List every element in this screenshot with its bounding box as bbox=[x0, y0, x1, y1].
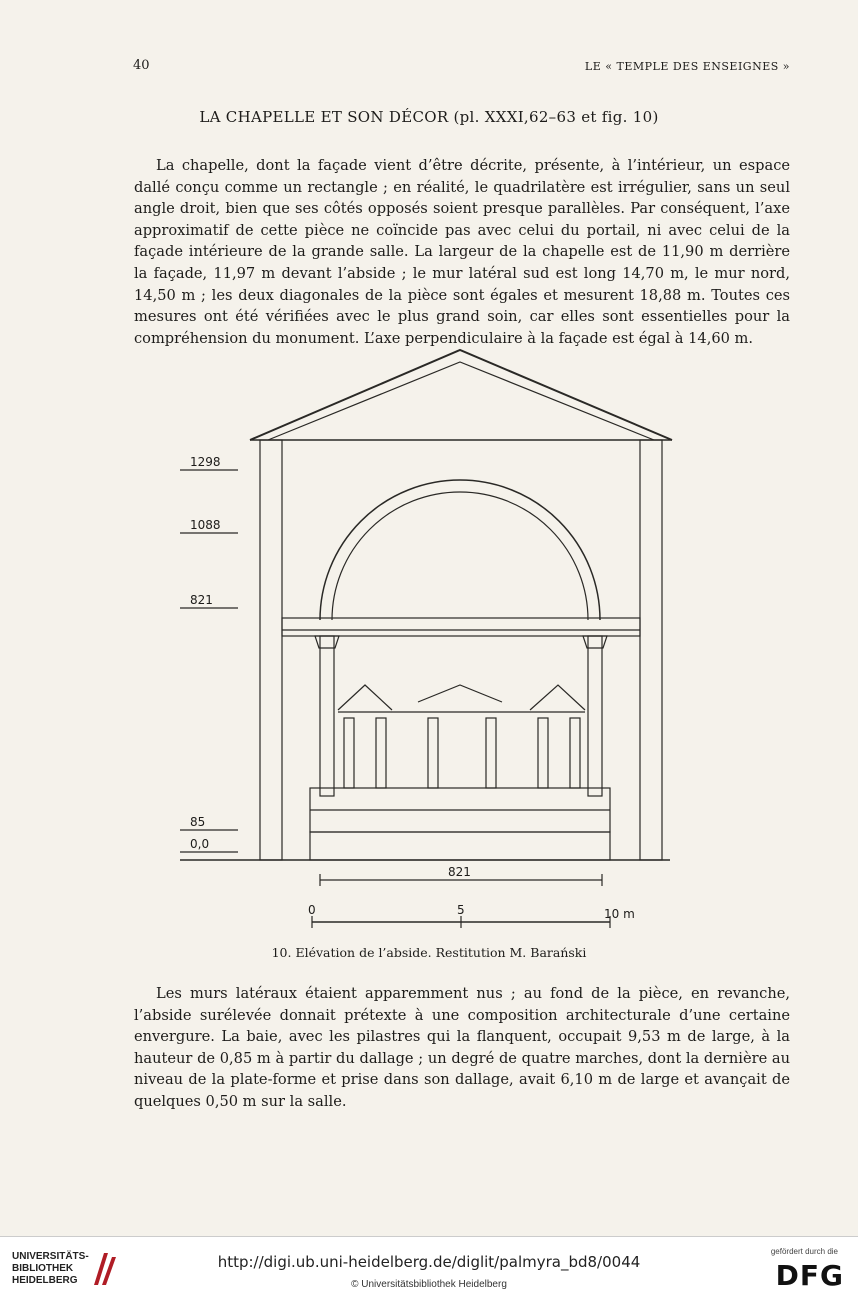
apse-elevation-figure bbox=[160, 340, 680, 940]
level-label: 1088 bbox=[190, 518, 221, 532]
page-url-link[interactable]: http://digi.ub.uni-heidelberg.de/diglit/palmyra_bd8/0044 bbox=[217, 1253, 641, 1271]
paragraph-apse-description bbox=[134, 983, 790, 1113]
left-wall bbox=[260, 440, 282, 860]
dfg-logo: DFG bbox=[775, 1259, 844, 1292]
left-main-column bbox=[320, 636, 334, 796]
podium-base bbox=[310, 832, 610, 860]
level-label: 1298 bbox=[190, 455, 221, 469]
level-label: 0,0 bbox=[190, 837, 210, 851]
right-main-column bbox=[588, 636, 602, 796]
paragraph-text: La chapelle, dont la façade vient d’être décrite, présente, à l’intérieur, un espace dallé conçu comme un rectangle ; en réalité, le quadrilatère est irrégulier, sans un seul angle droit, bien que ses côtés opposés soient presque parallèles. Par conséquent, l’axe approximatif de cette pièce ne coïncide pas avec celui du portail, ni avec celui de la façade intérieure de la grande salle. La largeur de la chapelle est de 11,90 m derrière la façade, 11,97 m devant l’abside ; le mur latéral sud est long 14,70 m, le mur nord, 14,50 m ; les deux diagonales de la pièce sont égales et mesurent 18,88 m. Toutes ces mesures ont été vérifiées avec le plus grand soin, car elles sont essentielles pour la compréhension du monument. L’axe perpendiculaire à la façade est égal à 14,60 m. bbox=[134, 157, 790, 347]
small-column bbox=[570, 718, 580, 788]
entablature bbox=[282, 618, 640, 636]
center-aedicula-pediment bbox=[418, 685, 502, 702]
small-column bbox=[376, 718, 386, 788]
right-wall bbox=[640, 440, 662, 860]
left-capital bbox=[315, 636, 339, 648]
paragraph-chapel-description bbox=[134, 155, 790, 349]
small-column bbox=[486, 718, 496, 788]
footer-bar bbox=[0, 1236, 858, 1302]
small-column bbox=[344, 718, 354, 788]
apse-elevation-drawing bbox=[160, 340, 680, 940]
small-column bbox=[538, 718, 548, 788]
running-head: LE « TEMPLE DES ENSEIGNES » bbox=[584, 60, 790, 73]
section-title: LA CHAPELLE ET SON DÉCOR (pl. XXXI,62–63 et fig. 10) bbox=[199, 108, 659, 126]
right-capital bbox=[583, 636, 607, 648]
small-column bbox=[428, 718, 438, 788]
level-label: 85 bbox=[190, 815, 206, 829]
scale-label: 10 m bbox=[604, 907, 635, 921]
pediment-inner-line bbox=[268, 362, 654, 440]
copyright-text: © Universitätsbibliothek Heidelberg bbox=[351, 1279, 507, 1290]
level-label: 821 bbox=[190, 593, 213, 607]
figure-caption: 10. Elévation de l’abside. Restitution M. Barański bbox=[271, 945, 587, 960]
funded-by-text: gefördert durch die bbox=[770, 1247, 838, 1256]
width-dimension-label: 821 bbox=[448, 865, 471, 879]
library-name: UNIVERSITÄTS- BIBLIOTHEK HEIDELBERG bbox=[12, 1251, 89, 1286]
scale-label: 5 bbox=[457, 903, 465, 917]
right-aedicula-pediment bbox=[530, 685, 585, 710]
left-aedicula-pediment bbox=[338, 685, 392, 710]
scale-label: 0 bbox=[308, 903, 316, 917]
apse-arch-inner bbox=[332, 492, 588, 620]
pediment-outer-line bbox=[250, 350, 672, 440]
page-number: 40 bbox=[133, 58, 150, 73]
paragraph-text: Les murs latéraux étaient apparemment nus ; au fond de la pièce, en revanche, l’abside surélevée donnait prétexte à une composition architecturale d’une certaine envergure. La baie, avec les pilastres qui la flanquent, occupait 9,53 m de large, à la hauteur de 0,85 m à partir du dallage ; un degré de quatre marches, dont la dernière au niveau de la plate-forme et prise dans son dallage, avait 6,10 m de large et avançait de quelques 0,50 m sur la salle. bbox=[134, 985, 790, 1110]
apse-arch-outer bbox=[320, 480, 600, 620]
